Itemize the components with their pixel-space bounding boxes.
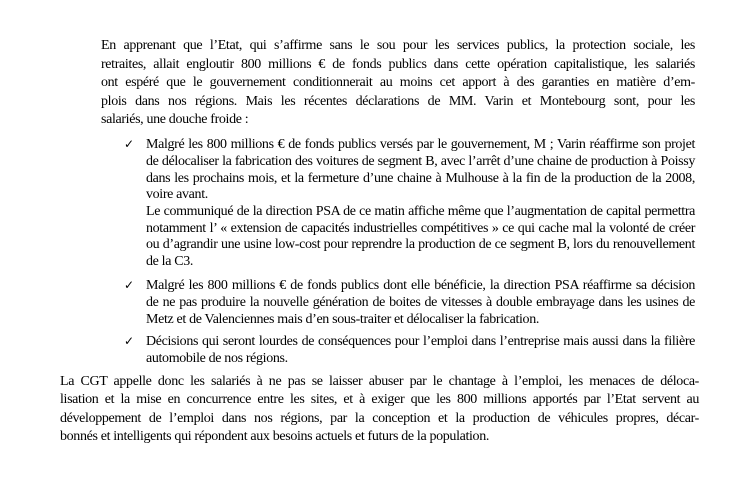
bullet-line: de délocaliser la fabrication des voitures de segment B, avec l’arrêt d’une chaine de production à Poissy [146,154,695,169]
checkmark-icon: ✓ [124,137,135,151]
bullet-line: Décisions qui seront lourdes de conséquences pour l’emploi dans l’entreprise mais aussi dans la filière [146,334,695,349]
checkmark-icon: ✓ [124,278,135,292]
intro-line: plois dans nos régions. Mais les récentes déclarations de MM. Varin et Montebourg sont, pour les [101,94,695,109]
conclusion-line: lisation et la mise en concurrence entre les sites, et à exiger que les 800 millions apportés par l’Etat servent au [60,392,699,407]
bullet-line: ou d’agrandir une usine low-cost pour reprendre la production de ce segment B, lors du renouvellement [146,237,695,252]
bullet-line: automobile de nos régions. [146,351,288,366]
bullet-line: notamment l’ « extension de capacités industrielles compétitives » ce qui cache mal la volonté de créer [146,221,695,236]
bullet-line: de ne pas produire la nouvelle génération de boites de vitesses à double embrayage dans les usines de [146,295,695,310]
conclusion-line: développement de l’emploi dans nos régions, par la conception et la production de véhicules propres, décar- [60,411,699,426]
bullet-line: Malgré les 800 millions € de fonds publics versés par le gouvernement, M ; Varin réaffirme son projet [146,137,695,152]
checkmark-icon: ✓ [124,334,135,348]
bullet-line: dans les prochains mois, et la fermeture d’une chaine à Mulhouse à la fin de la production de la 2008, [146,171,695,186]
bullet-line: Malgré les 800 millions € de fonds publics dont elle bénéficie, la direction PSA réaffirme sa décision [146,278,695,293]
intro-line: salariés, une douche froide : [101,112,249,127]
conclusion-line: bonnés et intelligents qui répondent aux besoins actuels et futurs de la population. [60,429,489,444]
intro-line: En apprenant que l’Etat, qui s’affirme sans le sou pour les services publics, la protection sociale, les [101,38,695,53]
conclusion-line: La CGT appelle donc les salariés à ne pas se laisser abuser par le chantage à l’emploi, les menaces de déloca- [60,374,699,389]
intro-line: retraites, allait engloutir 800 millions € de fonds publics dans cette opération capitalistique, les salariés [101,57,695,72]
bullet-line: voire avant. [146,187,208,202]
bullet-line: de la C3. [146,254,194,269]
bullet-line: Metz et de Valenciennes mais d’en sous-traiter et délocaliser la fabrication. [146,312,540,327]
bullet-line: Le communiqué de la direction PSA de ce matin affiche même que l’augmentation de capital permettra [146,204,695,219]
intro-line: ont espéré que le gouvernement conditionnerait au moins cet apport à des garanties en matière d’em- [101,75,695,90]
